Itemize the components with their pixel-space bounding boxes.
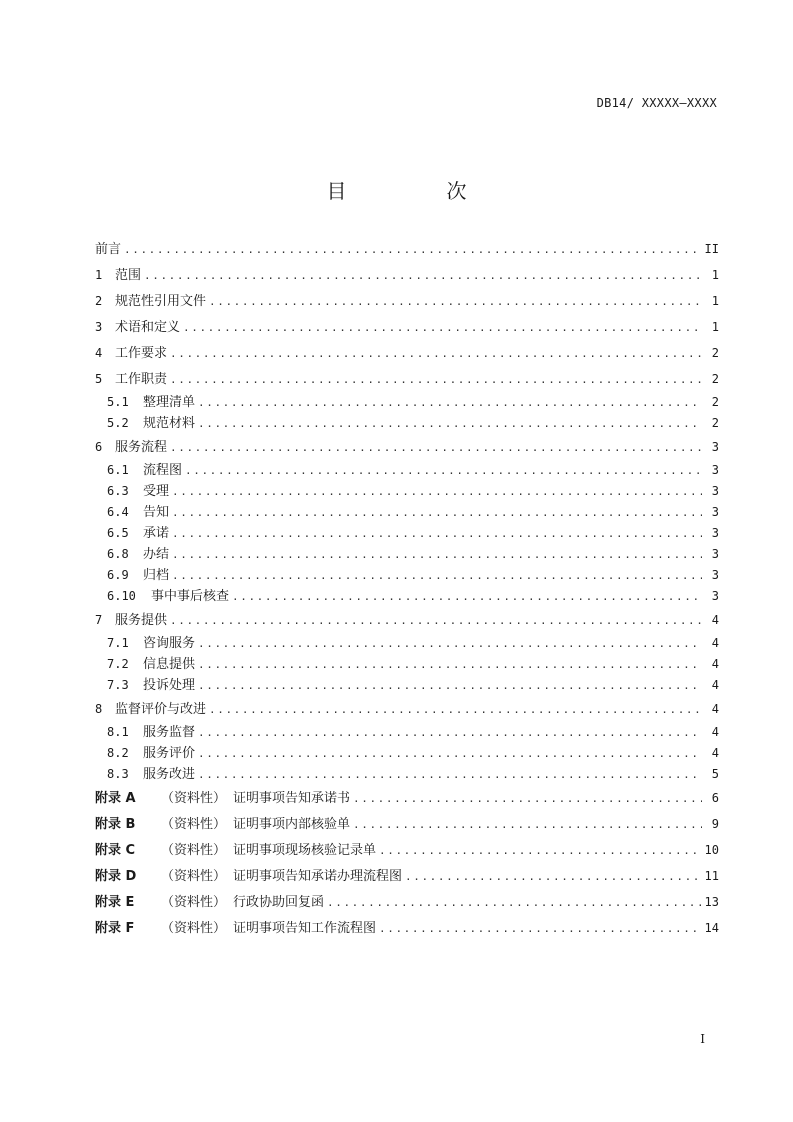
toc-entry-page: 3 [711,589,719,603]
toc-entry[interactable] [95,434,719,460]
toc-entry-text: 办结 [143,547,170,562]
toc-subentry[interactable] [95,392,719,413]
toc-subentry[interactable] [95,654,719,675]
appendix-title: 证明事项内部核验单 [233,817,351,832]
appendix-title: 证明事项告知承诺办理流程图 [233,869,403,884]
dot-leader [198,654,702,675]
toc-entry-page: 2 [711,372,719,386]
toc-entry-page: 1 [711,268,719,282]
appendix-title: 证明事项现场核验记录单 [233,843,377,858]
toc-appendix-entry[interactable] [95,889,719,915]
appendix-title: 行政协助回复函 [233,895,325,910]
toc-entry-number: 3 [95,320,103,334]
toc-appendix-entry[interactable] [95,863,719,889]
toc-entry-page: 2 [711,416,719,430]
dot-leader [353,812,702,838]
dot-leader [379,916,702,942]
table-of-contents [95,236,719,941]
toc-entry-number: 6.5 [107,526,129,540]
toc-entry-page: 3 [711,568,719,582]
toc-entry-page: 4 [711,678,719,692]
appendix-label: 附录 D [95,869,137,884]
toc-entry-page: 3 [711,547,719,561]
toc-entry-number: 6.9 [107,568,129,582]
dot-leader [124,237,702,263]
dot-leader [327,890,702,916]
toc-entry-number: 8.1 [107,725,129,739]
dot-leader [198,722,702,743]
dot-leader [379,838,702,864]
toc-entry-page: 3 [711,484,719,498]
dot-leader [170,608,702,634]
toc-entry-text: 规范性引用文件 [115,294,207,309]
dot-leader [198,392,702,413]
toc-subentry[interactable] [95,743,719,764]
toc-subentry[interactable] [95,675,719,696]
toc-entry-text: 告知 [143,505,170,520]
toc-entry-text: 范围 [115,268,142,283]
dot-leader [144,263,702,289]
dot-leader [170,341,702,367]
toc-entry-page: 5 [711,767,719,781]
toc-entry-text: 流程图 [143,463,183,478]
toc-entry-text: 咨询服务 [143,636,196,651]
dot-leader [198,413,702,434]
toc-entry-number: 6.4 [107,505,129,519]
dot-leader [172,544,702,565]
page-number: I [700,1032,705,1046]
dot-leader [405,864,702,890]
toc-entry-page: II [704,242,719,256]
toc-subentry[interactable] [95,523,719,544]
dot-leader [232,586,702,607]
toc-subentry[interactable] [95,460,719,481]
dot-leader [172,565,702,586]
toc-entry-page: 3 [711,440,719,454]
toc-entry-number: 4 [95,346,103,360]
toc-entry-text: 服务改进 [143,767,196,782]
dot-leader [172,481,702,502]
toc-subentry[interactable] [95,633,719,654]
toc-entry-page: 1 [711,294,719,308]
appendix-kind: （资料性） [161,869,227,884]
toc-entry-text: 服务流程 [115,440,168,455]
appendix-kind: （资料性） [161,895,227,910]
toc-entry-page: 3 [711,526,719,540]
toc-entry[interactable] [95,236,719,262]
toc-entry-text: 服务评价 [143,746,196,761]
appendix-page: 10 [704,843,719,857]
appendix-label: 附录 C [95,843,136,858]
toc-entry-text: 服务监督 [143,725,196,740]
dot-leader [172,523,702,544]
toc-entry-text: 整理清单 [143,395,196,410]
toc-entry[interactable] [95,607,719,633]
dot-leader [198,764,702,785]
appendix-label: 附录 B [95,817,136,832]
toc-entry-number: 6 [95,440,103,454]
toc-entry-page: 4 [711,746,719,760]
appendix-label: 附录 F [95,921,135,936]
toc-entry-text: 投诉处理 [143,678,196,693]
toc-entry-page: 1 [711,320,719,334]
toc-entry-text: 术语和定义 [115,320,181,335]
dot-leader [198,633,702,654]
dot-leader [185,460,702,481]
toc-entry[interactable] [95,314,719,340]
appendix-kind: （资料性） [161,843,227,858]
toc-entry-number: 7.3 [107,678,129,692]
toc-entry-number: 8.2 [107,746,129,760]
toc-entry-text: 工作职责 [115,372,168,387]
appendix-title: 证明事项告知承诺书 [233,791,351,806]
toc-entry-number: 6.1 [107,463,129,477]
toc-entry-text: 承诺 [143,526,170,541]
toc-entry[interactable] [95,366,719,392]
appendix-kind: （资料性） [161,817,227,832]
toc-entry-number: 5 [95,372,103,386]
toc-entry-text: 规范材料 [143,416,196,431]
toc-subentry[interactable] [95,565,719,586]
appendix-label: 附录 E [95,895,135,910]
toc-entry-number: 1 [95,268,103,282]
toc-subentry[interactable] [95,544,719,565]
dot-leader [170,435,702,461]
dot-leader [209,697,702,723]
dot-leader [209,289,702,315]
appendix-page: 13 [704,895,719,909]
appendix-kind: （资料性） [161,921,227,936]
toc-entry-text: 工作要求 [115,346,168,361]
toc-appendix-entry[interactable] [95,785,719,811]
toc-entry[interactable] [95,696,719,722]
toc-appendix-entry[interactable] [95,915,719,941]
toc-entry[interactable] [95,262,719,288]
dot-leader [198,743,702,764]
toc-subentry[interactable] [95,481,719,502]
toc-entry-number: 2 [95,294,103,308]
toc-entry-number: 5.2 [107,416,129,430]
toc-subentry[interactable] [95,586,719,607]
dot-leader [170,367,702,393]
toc-entry-page: 4 [711,613,719,627]
toc-entry-text: 受理 [143,484,170,499]
appendix-page: 6 [711,791,719,805]
dot-leader [172,502,702,523]
appendix-label: 附录 A [95,791,136,806]
toc-entry-page: 4 [711,636,719,650]
toc-entry-text: 监督评价与改进 [115,702,207,717]
toc-entry-number: 7.1 [107,636,129,650]
toc-subentry[interactable] [95,722,719,743]
toc-entry-number: 5.1 [107,395,129,409]
toc-subentry[interactable] [95,764,719,785]
toc-entry-text: 归档 [143,568,170,583]
toc-appendix-entry[interactable] [95,837,719,863]
toc-entry-page: 2 [711,346,719,360]
toc-subentry[interactable] [95,413,719,434]
toc-entry[interactable] [95,288,719,314]
toc-entry-number: 6.10 [107,589,136,603]
toc-entry-text: 事中事后核查 [151,589,230,604]
appendix-page: 9 [711,817,719,831]
appendix-title: 证明事项告知工作流程图 [233,921,377,936]
appendix-kind: （资料性） [161,791,227,806]
toc-title: 目 次 [326,179,507,203]
toc-entry[interactable] [95,340,719,366]
toc-entry-page: 3 [711,463,719,477]
toc-entry-text: 服务提供 [115,613,168,628]
dot-leader [353,786,702,812]
toc-entry-text: 信息提供 [143,657,196,672]
toc-entry-number: 6.3 [107,484,129,498]
dot-leader [198,675,702,696]
toc-entry-page: 4 [711,702,719,716]
toc-entry-number: 6.8 [107,547,129,561]
toc-entry-number: 8.3 [107,767,129,781]
toc-entry-number: 7 [95,613,103,627]
dot-leader [183,315,702,341]
toc-entry-number: 8 [95,702,103,716]
toc-appendix-entry[interactable] [95,811,719,837]
toc-entry-text: 前言 [95,242,122,257]
toc-entry-number: 7.2 [107,657,129,671]
appendix-page: 14 [704,921,719,935]
toc-entry-page: 3 [711,505,719,519]
appendix-page: 11 [704,869,719,883]
toc-entry-page: 2 [711,395,719,409]
toc-entry-page: 4 [711,725,719,739]
document-code: DB14/ XXXXX—XXXX [596,96,717,110]
toc-subentry[interactable] [95,502,719,523]
toc-entry-page: 4 [711,657,719,671]
